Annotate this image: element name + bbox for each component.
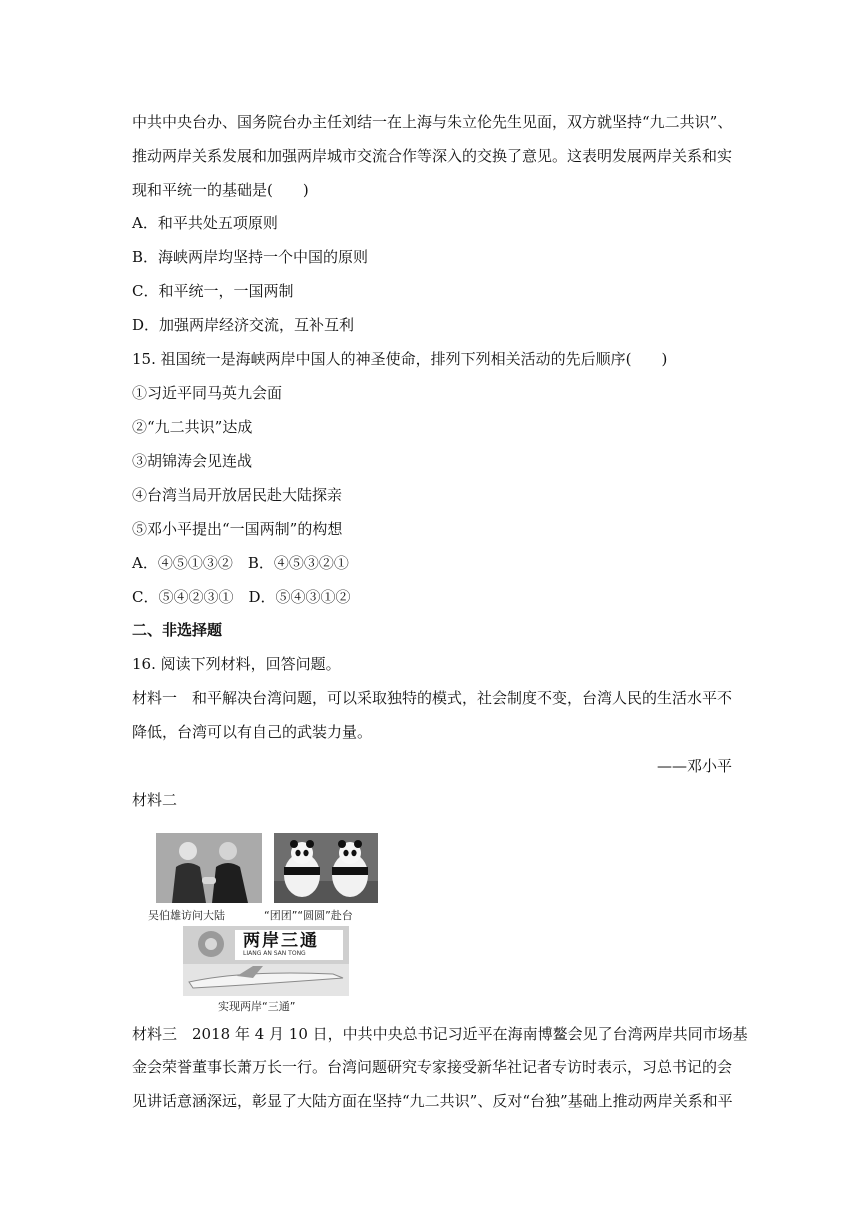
q15-stem: 15. 祖国统一是海峡两岸中国人的神圣使命，排列下列相关活动的先后顺序( ) <box>132 350 668 368</box>
q14-option-d: D．加强两岸经济交流，互补互利 <box>132 316 355 334</box>
caption-left: 吴伯雄访问大陆 <box>148 909 225 922</box>
q14-stem-line-2: 推动两岸关系发展和加强两岸城市交流合作等深入的交换了意见。这表明发展两岸关系和实 <box>132 147 733 165</box>
q14-option-c: C．和平统一，一国两制 <box>132 282 294 300</box>
q14-stem-line-1: 中共中央台办、国务院台办主任刘结一在上海与朱立伦先生见面，双方就坚持“九二共识”、 <box>132 113 733 131</box>
q15-item-2: ②“九二共识”达成 <box>132 418 253 436</box>
q16-material3-line-2: 金会荣誉董事长萧万长一行。台湾问题研究专家接受新华社记者专访时表示，习总书记的会 <box>132 1058 733 1076</box>
q16-material1-line-1: 材料一 和平解决台湾问题，可以采取独特的模式，社会制度不变，台湾人民的生活水平不 <box>132 689 733 707</box>
q15-options-cd: C．⑤④②③① D．⑤④③①② <box>132 588 351 606</box>
q14-option-b: B．海峡两岸均坚持一个中国的原则 <box>132 248 369 266</box>
q15-item-1: ①习近平同马英九会面 <box>132 384 283 402</box>
q16-stem: 16. 阅读下列材料，回答问题。 <box>132 655 341 673</box>
material2-figure <box>140 828 400 1018</box>
q14-option-a: A．和平共处五项原则 <box>132 214 278 232</box>
q15-options-ab: A．④⑤①③② B．④⑤③②① <box>132 554 349 572</box>
caption-bottom: 实现两岸“三通” <box>218 1000 296 1013</box>
three-links-banner <box>183 926 349 996</box>
q16-material3-line-3: 见讲话意涵深远，彰显了大陆方面在坚持“九二共识”、反对“台独”基础上推动两岸关系和平 <box>132 1092 733 1110</box>
q14-stem-line-3: 现和平统一的基础是( ) <box>132 181 309 199</box>
pandas-photo <box>274 833 378 903</box>
q16-material3-line-1: 材料三 2018 年 4 月 10 日，中共中央总书记习近平在海南博鳌会见了台湾两岸共同市场基 <box>132 1025 748 1043</box>
banner-title: 两岸三通 <box>243 931 319 951</box>
section-title: 二、非选择题 <box>132 621 223 639</box>
q16-material1-source: ——邓小平 <box>656 757 732 775</box>
q15-item-4: ④台湾当局开放居民赴大陆探亲 <box>132 486 343 504</box>
q16-material2-label: 材料二 <box>132 791 178 809</box>
caption-right: “团团”“圆圆”赴台 <box>264 909 353 922</box>
q15-item-3: ③胡锦涛会见连战 <box>132 452 253 470</box>
q15-item-5: ⑤邓小平提出“一国两制”的构想 <box>132 520 343 538</box>
banner-subtitle: LIANG AN SAN TONG <box>243 950 306 957</box>
q16-material1-line-2: 降低，台湾可以有自己的武装力量。 <box>132 723 373 741</box>
handshake-photo <box>156 833 262 903</box>
